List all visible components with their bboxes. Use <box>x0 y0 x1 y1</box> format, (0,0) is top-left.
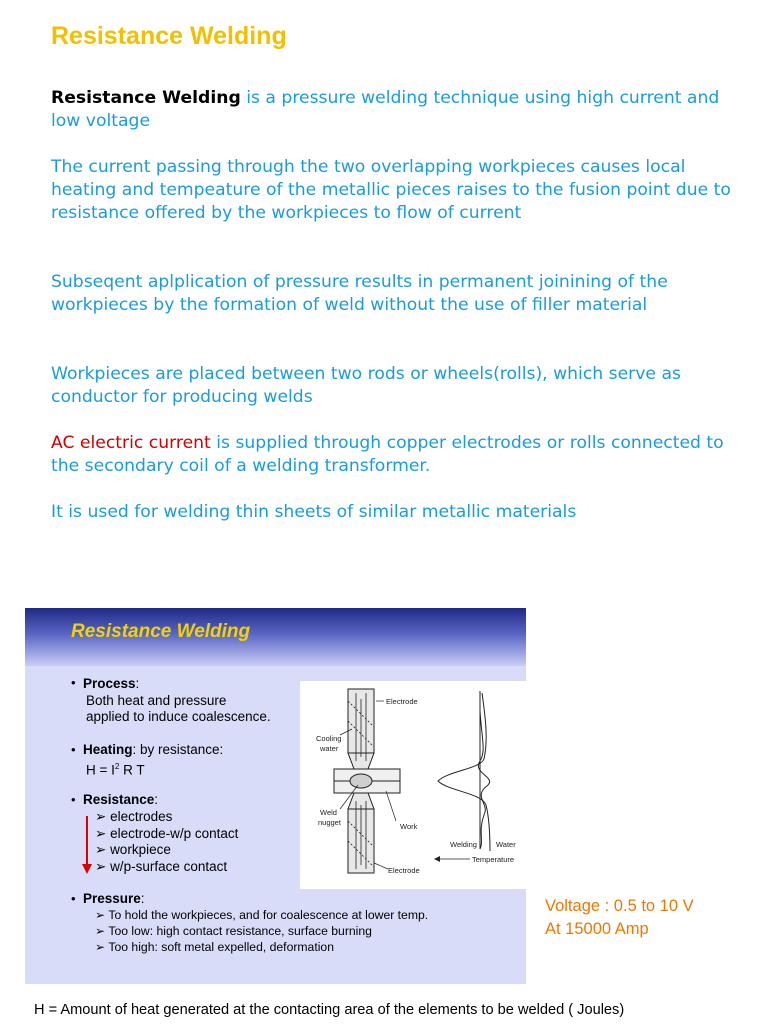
bullet-dot: • <box>71 742 76 757</box>
label-water-right: Water <box>496 840 516 849</box>
page-title: Resistance Welding <box>51 22 287 50</box>
ac-current-text: is supplied through copper electrodes or rolls connected to the secondary coil of a welding transformer. <box>51 433 724 476</box>
label-cooling: Cooling <box>316 734 342 743</box>
pressure-item: ➢ Too high: soft metal expelled, deformation <box>95 940 334 954</box>
label-nugget: nugget <box>318 818 341 827</box>
definition-text: is a pressure welding technique using high current and low voltage <box>51 88 720 131</box>
paragraph-ac-current <box>51 432 741 478</box>
resistance-item: ➢ w/p-surface contact <box>95 859 228 874</box>
voltage-note <box>545 895 694 941</box>
voltage-line: Voltage : 0.5 to 10 V <box>545 897 694 915</box>
slide-image <box>25 608 526 984</box>
paragraph-usage: It is used for welding thin sheets of similar metallic materials <box>51 502 577 522</box>
resistance-heading: Resistance: <box>83 792 159 807</box>
label-water-left: water <box>320 744 339 753</box>
bullet-dot: • <box>71 891 76 906</box>
process-line-1: Both heat and pressure <box>86 693 227 708</box>
label-weld: Weld <box>320 808 337 817</box>
paragraph-current: The current passing through the two overlapping workpieces causes local heating and tempeature of the metallic pieces raises to the fusion point due to resistance offered by the workpieces to flow of current <box>51 157 731 223</box>
resistance-item: ➢ electrode-w/p contact <box>95 826 239 841</box>
heat-definition-footnote: H = Amount of heat generated at the contacting area of the elements to be welded ( Joules) <box>34 1002 625 1018</box>
ac-current-term: AC electric current <box>51 433 211 453</box>
pressure-heading: Pressure: <box>83 891 145 906</box>
term-resistance-welding: Resistance Welding <box>51 88 241 108</box>
label-temperature: Temperature <box>472 855 515 864</box>
bullet-dot: • <box>71 675 76 690</box>
process-heading: Process: <box>83 676 140 691</box>
heating-heading: Heating: by resistance: <box>83 742 224 757</box>
paragraph-definition <box>51 87 741 133</box>
resistance-item: ➢ electrodes <box>95 809 173 824</box>
bullet-dot: • <box>71 792 76 807</box>
label-electrode-bottom: Electrode <box>388 866 420 875</box>
process-line-2: applied to induce coalescence. <box>86 709 271 724</box>
welding-diagram <box>300 681 526 889</box>
label-welding: Welding <box>450 840 477 849</box>
resistance-item: ➢ workpiece <box>95 842 171 857</box>
decreasing-arrow-icon <box>81 814 93 876</box>
paragraph-workpieces: Workpieces are placed between two rods or wheels(rolls), which serve as conductor for producing welds <box>51 364 681 407</box>
current-line: At 15000 Amp <box>545 920 649 938</box>
heating-formula: $H = I^2$ R T <box>86 762 145 778</box>
slide-title: Resistance Welding <box>71 621 251 642</box>
pressure-item: ➢ To hold the workpieces, and for coalescence at lower temp. <box>95 908 429 922</box>
pressure-item: ➢ Too low: high contact resistance, surface burning <box>95 924 372 938</box>
electrode-diagram-graphic <box>300 681 526 889</box>
paragraph-pressure: Subseqent aplplication of pressure results in permanent joinining of the workpieces by the formation of weld without the use of filler material <box>51 272 668 315</box>
label-work: Work <box>400 822 418 831</box>
label-electrode-top: Electrode <box>386 697 418 706</box>
